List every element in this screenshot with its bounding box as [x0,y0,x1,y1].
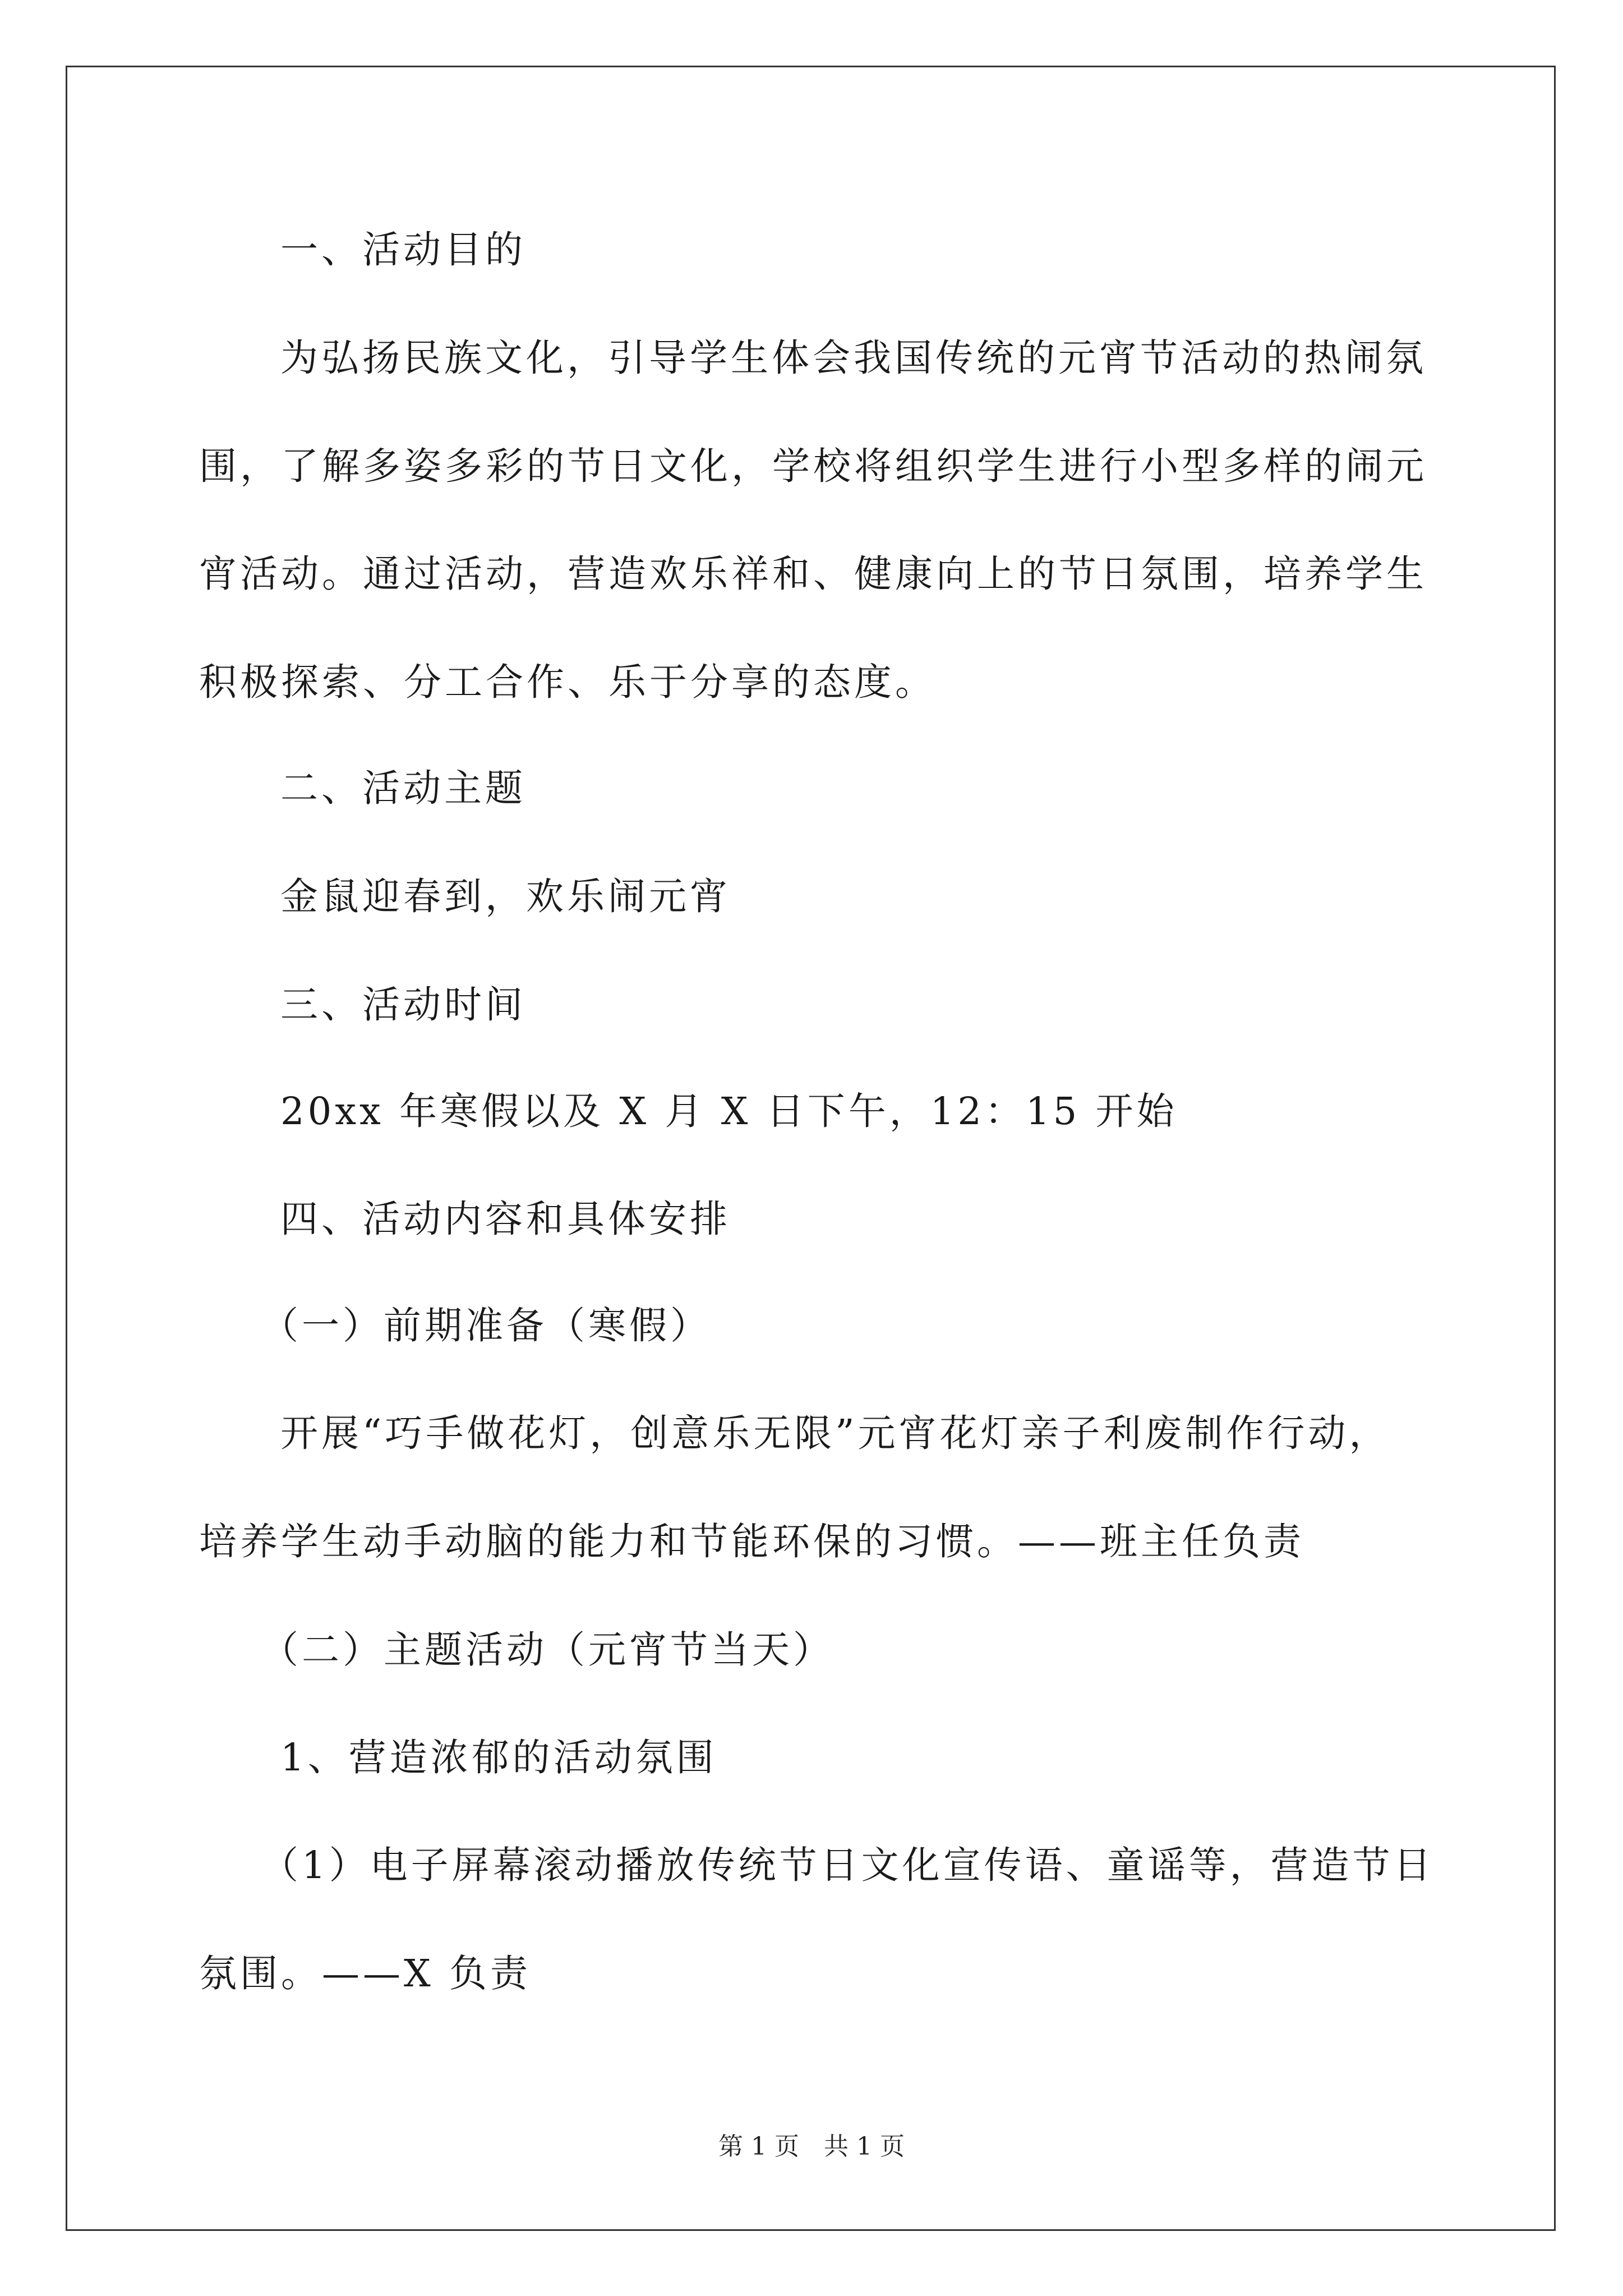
section-heading-theme: 二、活动主题 [280,766,526,810]
page-border [66,66,1556,2231]
section-heading-content: 四、活动内容和具体安排 [280,1197,731,1241]
subsection-heading-theme-activity: （二）主题活动（元宵节当天） [261,1628,834,1672]
section-heading-time: 三、活动时间 [280,983,526,1027]
paragraph-line: 宵活动。通过活动，营造欢乐祥和、健康向上的节日氛围，培养学生 [199,552,1427,596]
paragraph-line: 20xx 年寒假以及 X 月 X 日下午，12：15 开始 [280,1089,1178,1133]
page-footer: 第 1 页 共 1 页 [718,2132,905,2161]
paragraph-line: 积极探索、分工合作、乐于分享的态度。 [199,660,936,704]
paragraph-line: （1）电子屏幕滚动播放传统节日文化宣传语、童谣等，营造节日 [261,1843,1435,1887]
item-heading: 1、营造浓郁的活动氛围 [280,1736,717,1779]
paragraph-line: 金鼠迎春到，欢乐闹元宵 [280,875,731,918]
section-heading-purpose: 一、活动目的 [280,228,526,272]
paragraph-line: 氛围。——X 负责 [199,1952,531,1995]
paragraph-line: 培养学生动手动脑的能力和节能环保的习惯。——班主任负责 [199,1520,1304,1563]
paragraph-line: 开展“巧手做花灯，创意乐无限”元宵花灯亲子利废制作行动， [280,1411,1390,1455]
paragraph-line: 为弘扬民族文化，引导学生体会我国传统的元宵节活动的热闹氛 [280,336,1427,380]
subsection-heading-preparation: （一）前期准备（寒假） [261,1304,711,1347]
paragraph-line: 围，了解多姿多彩的节日文化，学校将组织学生进行小型多样的闹元 [199,444,1427,488]
